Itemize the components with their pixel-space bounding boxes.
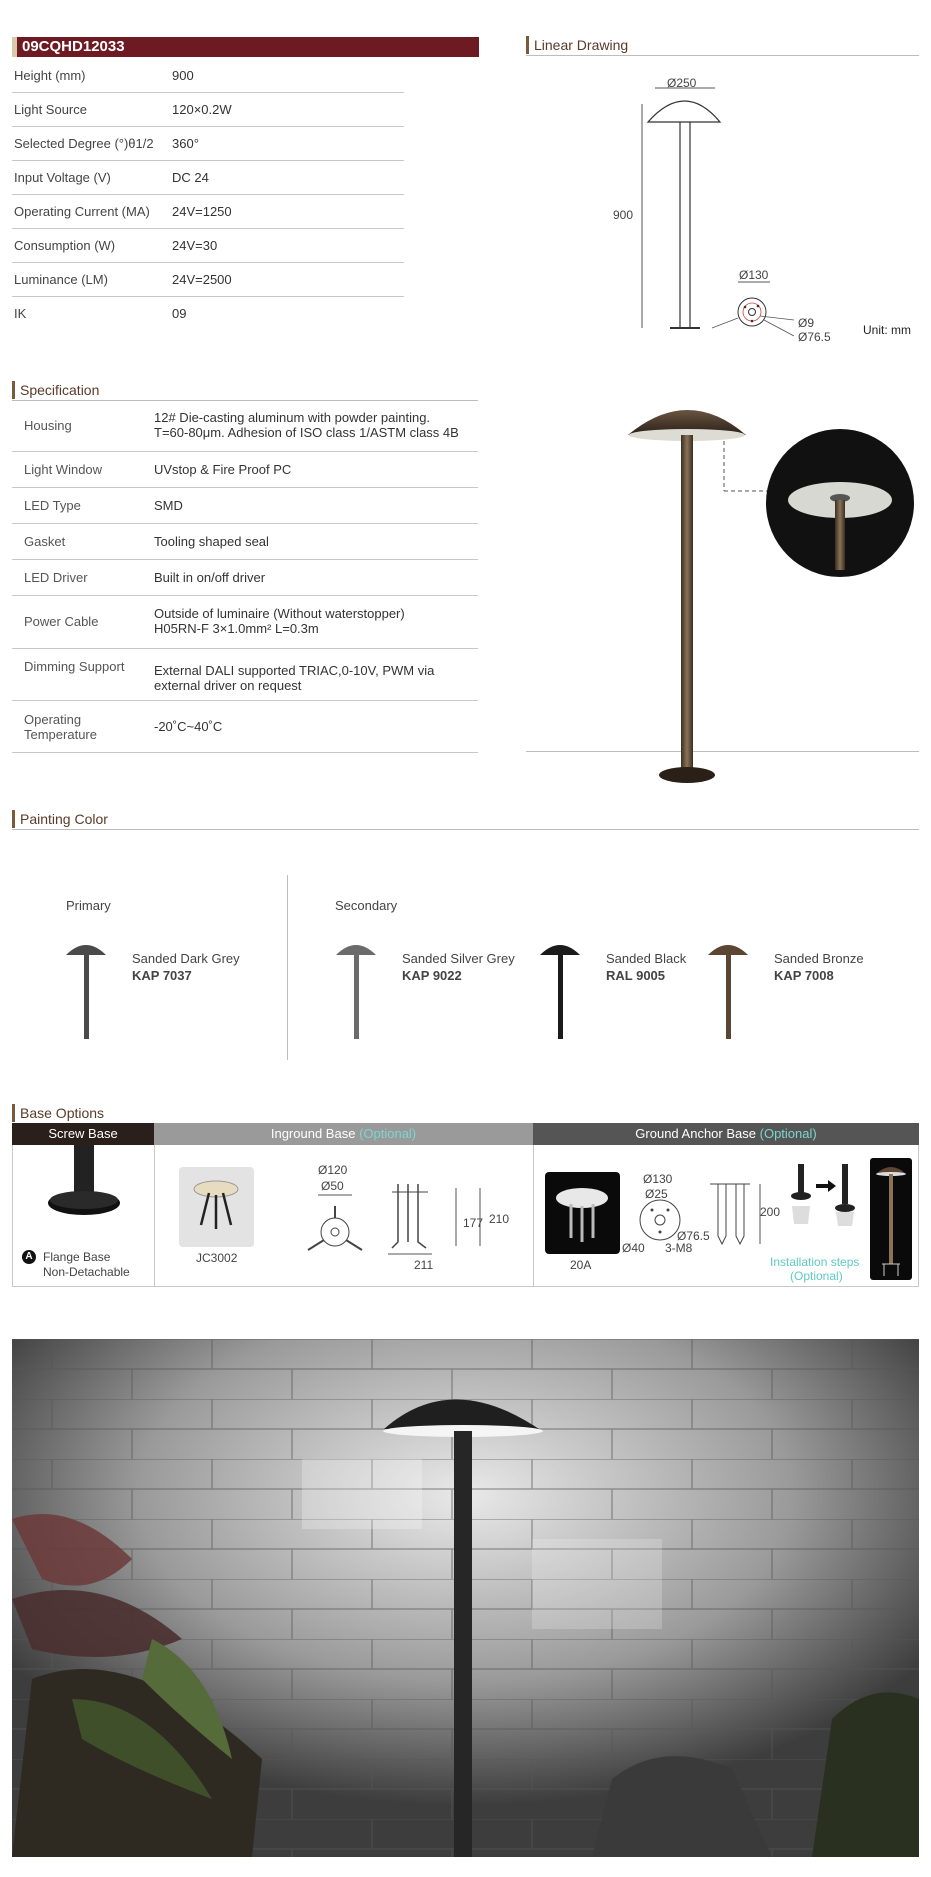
inground-h2: 210	[489, 1212, 510, 1226]
spec-label: Power Cable	[24, 614, 99, 629]
anchor-code: 20A	[570, 1258, 592, 1272]
param-value: 900	[172, 68, 194, 83]
color-name: Sanded Silver Grey KAP 9022	[402, 951, 515, 983]
param-label: Selected Degree (°)θ1/2	[14, 136, 154, 151]
param-row	[12, 228, 404, 263]
param-label: Consumption (W)	[14, 238, 116, 253]
spec-value: Outside of luminaire (Without waterstopper) H05RN-F 3×1.0mm² L=0.3m	[154, 606, 405, 636]
param-row	[12, 160, 404, 195]
installation-sublabel: (Optional)	[790, 1269, 843, 1283]
param-value: 09	[172, 306, 187, 321]
color-name: Sanded Bronze KAP 7008	[774, 951, 864, 983]
param-value: DC 24	[172, 170, 209, 185]
spec-label: LED Type	[24, 498, 81, 513]
spec-value: UVstop & Fire Proof PC	[154, 462, 292, 477]
param-label: Input Voltage (V)	[14, 170, 111, 185]
spec-row	[12, 452, 478, 488]
param-value: 24V=2500	[172, 272, 232, 287]
spec-row	[12, 400, 478, 452]
spec-row	[12, 596, 478, 649]
divider	[12, 829, 919, 830]
param-row	[12, 296, 404, 330]
anchor-20a-image	[545, 1172, 620, 1254]
inground-base-header: Inground Base (Optional)	[154, 1123, 533, 1145]
flange-label: Flange Base	[43, 1250, 111, 1264]
spec-row	[12, 488, 478, 524]
spec-value: 12# Die-casting aluminum with powder painting. T=60-80μm. Adhesion of ISO class 1/ASTM class 4B	[154, 410, 459, 440]
param-label: Luminance (LM)	[14, 272, 108, 287]
spec-value: -20˚C~40˚C	[154, 719, 223, 734]
installation-steps-image	[782, 1164, 862, 1240]
spec-label: Housing	[24, 418, 72, 433]
anchor-d3: Ø76.5	[677, 1229, 710, 1243]
base-options-title: Base Options	[12, 1104, 104, 1122]
param-label: Height (mm)	[14, 68, 86, 83]
spec-label: Operating Temperature	[24, 712, 97, 742]
linear-drawing-title: Linear Drawing	[526, 36, 628, 54]
spec-value: Built in on/off driver	[154, 570, 266, 585]
param-value: 360°	[172, 136, 199, 151]
spec-row	[12, 649, 478, 701]
param-row	[12, 92, 404, 127]
spec-value: Tooling shaped seal	[154, 534, 269, 549]
swatch-lamp	[706, 941, 750, 1041]
divider	[533, 1145, 534, 1287]
inground-h1: 177	[463, 1216, 484, 1230]
param-value: 120×0.2W	[172, 102, 232, 117]
anchor-side-view	[706, 1178, 766, 1248]
dim-hole: Ø9	[798, 316, 815, 330]
product-photo	[626, 395, 926, 790]
divider	[154, 1145, 155, 1287]
swatch-lamp	[538, 941, 582, 1041]
model-header	[12, 37, 479, 57]
spec-label: Dimming Support	[24, 659, 125, 674]
spec-label: LED Driver	[24, 570, 88, 585]
inground-w: 211	[414, 1258, 434, 1272]
dim-base: Ø130	[739, 268, 769, 282]
param-row	[12, 262, 404, 297]
param-value: 24V=30	[172, 238, 218, 253]
dim-height: 900	[613, 208, 634, 222]
primary-label: Primary	[66, 898, 111, 913]
anchor-h: 200	[760, 1205, 781, 1219]
jc3002-image	[179, 1167, 254, 1247]
spec-value: SMD	[154, 498, 183, 513]
swatch-lamp	[64, 941, 108, 1041]
spec-row	[12, 560, 478, 596]
spec-row	[12, 524, 478, 560]
spec-value: External DALI supported TRIAC,0-10V, PWM via external driver on request	[154, 663, 435, 693]
param-label: Light Source	[14, 102, 87, 117]
param-row	[12, 126, 404, 161]
param-row	[12, 58, 404, 93]
specification-title: Specification	[12, 381, 99, 399]
linear-drawing	[600, 70, 930, 350]
swatch-lamp	[334, 941, 378, 1041]
installed-lamp-image	[870, 1158, 912, 1280]
inground-d1: Ø120	[318, 1163, 348, 1177]
screw-base-header: Screw Base	[12, 1123, 154, 1145]
marker-badge: A	[22, 1250, 36, 1264]
anchor-d1: Ø130	[643, 1172, 673, 1186]
flange-sublabel: Non-Detachable	[43, 1265, 130, 1279]
anchor-d2: Ø25	[645, 1187, 668, 1201]
anchor-bolt: 3-M8	[665, 1241, 693, 1255]
param-value: 24V=1250	[172, 204, 232, 219]
color-name: Sanded Dark Grey KAP 7037	[132, 951, 240, 983]
color-name: Sanded Black RAL 9005	[606, 951, 687, 983]
spec-label: Gasket	[24, 534, 66, 549]
secondary-label: Secondary	[335, 898, 398, 913]
spec-label: Light Window	[24, 462, 103, 477]
param-label: IK	[14, 306, 27, 321]
param-label: Operating Current (MA)	[14, 204, 150, 219]
inground-d2: Ø50	[321, 1179, 344, 1193]
param-row	[12, 194, 404, 229]
divider	[287, 875, 288, 1060]
spec-row	[12, 701, 478, 753]
anchor-d4: Ø40	[622, 1241, 645, 1255]
flange-base-image	[40, 1145, 130, 1225]
dim-pcd: Ø76.5	[798, 330, 831, 344]
divider	[526, 55, 919, 56]
installation-label: Installation steps	[770, 1255, 860, 1269]
inground-top-view	[300, 1192, 370, 1257]
jc3002-code: JC3002	[196, 1251, 238, 1265]
dim-top: Ø250	[667, 76, 697, 90]
ground-anchor-base-header: Ground Anchor Base (Optional)	[533, 1123, 919, 1145]
model-code: 09CQHD12033	[22, 38, 125, 55]
lifestyle-photo	[12, 1339, 919, 1857]
painting-title: Painting Color	[12, 810, 108, 828]
unit-label: Unit: mm	[863, 323, 911, 337]
